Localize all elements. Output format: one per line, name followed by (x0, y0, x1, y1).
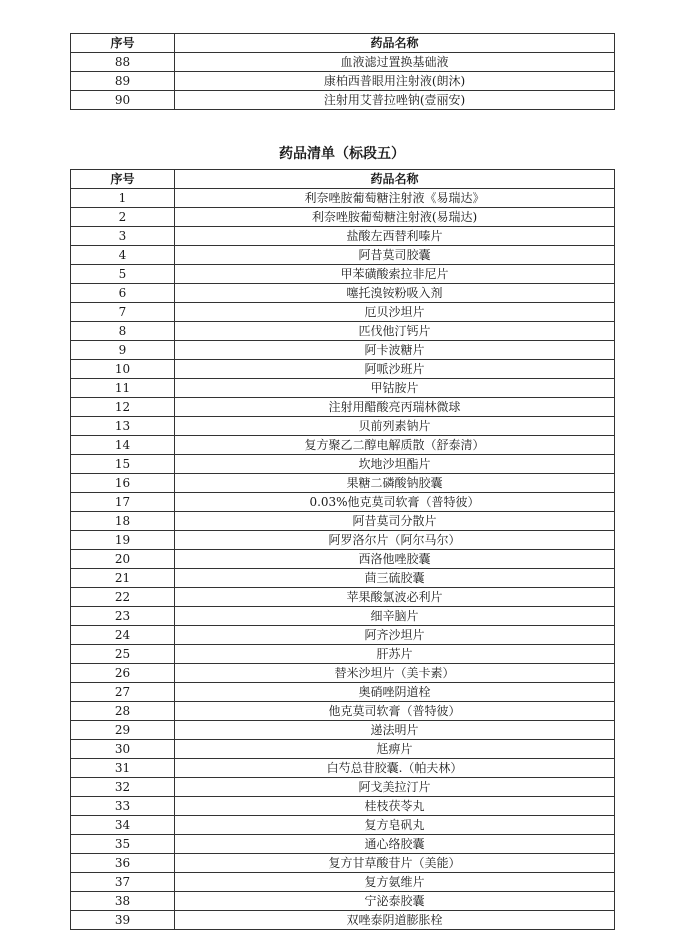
header-name: 药品名称 (175, 170, 615, 189)
cell-drug-name: 苹果酸氯波必利片 (175, 588, 615, 607)
cell-drug-name: 递法明片 (175, 721, 615, 740)
table-row (71, 797, 615, 816)
table-row (71, 436, 615, 455)
cell-drug-name: 阿昔莫司分散片 (175, 512, 615, 531)
cell-no: 34 (71, 816, 175, 835)
cell-drug-name: 茴三硫胶囊 (175, 569, 615, 588)
cell-no: 13 (71, 417, 175, 436)
cell-drug-name: 噻托溴铵粉吸入剂 (175, 284, 615, 303)
table-row (71, 246, 615, 265)
table-row (71, 474, 615, 493)
header-no: 序号 (71, 34, 175, 53)
table-row (71, 265, 615, 284)
cell-no: 10 (71, 360, 175, 379)
cell-no: 22 (71, 588, 175, 607)
header-no: 序号 (71, 170, 175, 189)
table-row (71, 816, 615, 835)
cell-no: 20 (71, 550, 175, 569)
cell-no: 24 (71, 626, 175, 645)
cell-no: 89 (71, 72, 175, 91)
cell-drug-name: 康柏西普眼用注射液(朗沐) (175, 72, 615, 91)
cell-no: 39 (71, 911, 175, 930)
cell-drug-name: 阿齐沙坦片 (175, 626, 615, 645)
cell-drug-name: 厄贝沙坦片 (175, 303, 615, 322)
cell-drug-name: 0.03%他克莫司软膏（普特彼） (175, 493, 615, 512)
cell-drug-name: 奥硝唑阴道栓 (175, 683, 615, 702)
cell-no: 23 (71, 607, 175, 626)
cell-no: 38 (71, 892, 175, 911)
table-row (71, 360, 615, 379)
table-row (71, 588, 615, 607)
cell-no: 7 (71, 303, 175, 322)
cell-no: 21 (71, 569, 175, 588)
cell-no: 11 (71, 379, 175, 398)
table-row (71, 227, 615, 246)
cell-drug-name: 注射用醋酸亮丙瑞林微球 (175, 398, 615, 417)
cell-no: 19 (71, 531, 175, 550)
cell-no: 36 (71, 854, 175, 873)
cell-drug-name: 双唑泰阴道膨胀栓 (175, 911, 615, 930)
table-row (71, 322, 615, 341)
table-row (71, 303, 615, 322)
table-body (71, 189, 615, 930)
table-header-row (71, 34, 615, 53)
cell-drug-name: 阿罗洛尔片（阿尔马尔） (175, 531, 615, 550)
table-row (71, 53, 615, 72)
table-row (71, 835, 615, 854)
table-row (71, 455, 615, 474)
cell-no: 27 (71, 683, 175, 702)
table-row (71, 569, 615, 588)
cell-drug-name: 通心络胶囊 (175, 835, 615, 854)
table-row (71, 189, 615, 208)
table-row (71, 873, 615, 892)
cell-drug-name: 宁泌泰胶囊 (175, 892, 615, 911)
drug-table-section-five (70, 169, 615, 930)
cell-no: 35 (71, 835, 175, 854)
table-row (71, 626, 615, 645)
table-header-row (71, 170, 615, 189)
cell-drug-name: 坎地沙坦酯片 (175, 455, 615, 474)
cell-drug-name: 替米沙坦片（美卡素） (175, 664, 615, 683)
cell-drug-name: 盐酸左西替利嗪片 (175, 227, 615, 246)
table-row (71, 550, 615, 569)
table-row (71, 493, 615, 512)
cell-drug-name: 阿卡波糖片 (175, 341, 615, 360)
cell-no: 26 (71, 664, 175, 683)
table-row (71, 645, 615, 664)
cell-no: 15 (71, 455, 175, 474)
cell-drug-name: 他克莫司软膏（普特彼） (175, 702, 615, 721)
cell-drug-name: 复方皂矾丸 (175, 816, 615, 835)
cell-drug-name: 阿哌沙班片 (175, 360, 615, 379)
cell-no: 28 (71, 702, 175, 721)
cell-no: 32 (71, 778, 175, 797)
table-row (71, 284, 615, 303)
cell-drug-name: 阿昔莫司胶囊 (175, 246, 615, 265)
cell-drug-name: 复方聚乙二醇电解质散（舒泰清） (175, 436, 615, 455)
cell-drug-name: 阿戈美拉汀片 (175, 778, 615, 797)
table-row (71, 91, 615, 110)
cell-drug-name: 匹伐他汀钙片 (175, 322, 615, 341)
cell-drug-name: 甲钴胺片 (175, 379, 615, 398)
cell-drug-name: 贝前列素钠片 (175, 417, 615, 436)
table-body (71, 53, 615, 110)
cell-no: 2 (71, 208, 175, 227)
table-row (71, 740, 615, 759)
table-row (71, 721, 615, 740)
table-row (71, 208, 615, 227)
cell-drug-name: 果糖二磷酸钠胶囊 (175, 474, 615, 493)
cell-drug-name: 复方氨维片 (175, 873, 615, 892)
table-row (71, 512, 615, 531)
table-row (71, 892, 615, 911)
cell-drug-name: 桂枝茯苓丸 (175, 797, 615, 816)
cell-no: 33 (71, 797, 175, 816)
cell-no: 3 (71, 227, 175, 246)
cell-no: 6 (71, 284, 175, 303)
table-row (71, 911, 615, 930)
cell-no: 9 (71, 341, 175, 360)
table-row (71, 341, 615, 360)
table-row (71, 683, 615, 702)
cell-no: 18 (71, 512, 175, 531)
drug-table-continued (70, 33, 615, 110)
table-row (71, 778, 615, 797)
section-title: 药品清单（标段五） (279, 146, 405, 162)
cell-drug-name: 利奈唑胺葡萄糖注射液(易瑞达) (175, 208, 615, 227)
table-row (71, 531, 615, 550)
cell-no: 17 (71, 493, 175, 512)
table-row (71, 759, 615, 778)
cell-no: 37 (71, 873, 175, 892)
cell-drug-name: 尪痹片 (175, 740, 615, 759)
cell-drug-name: 肝苏片 (175, 645, 615, 664)
cell-drug-name: 白芍总苷胶囊.（帕夫林） (175, 759, 615, 778)
cell-no: 1 (71, 189, 175, 208)
table-row (71, 72, 615, 91)
table-row (71, 379, 615, 398)
cell-no: 16 (71, 474, 175, 493)
cell-no: 88 (71, 53, 175, 72)
cell-drug-name: 利奈唑胺葡萄糖注射液《易瑞达》 (175, 189, 615, 208)
cell-no: 8 (71, 322, 175, 341)
cell-no: 14 (71, 436, 175, 455)
table-row (71, 702, 615, 721)
cell-drug-name: 注射用艾普拉唑钠(壹丽安) (175, 91, 615, 110)
cell-no: 5 (71, 265, 175, 284)
cell-no: 4 (71, 246, 175, 265)
cell-no: 25 (71, 645, 175, 664)
cell-drug-name: 复方甘草酸苷片（美能） (175, 854, 615, 873)
cell-no: 90 (71, 91, 175, 110)
cell-no: 29 (71, 721, 175, 740)
cell-drug-name: 细辛脑片 (175, 607, 615, 626)
cell-drug-name: 西洛他唑胶囊 (175, 550, 615, 569)
cell-no: 31 (71, 759, 175, 778)
table-row (71, 417, 615, 436)
cell-no: 12 (71, 398, 175, 417)
table-row (71, 607, 615, 626)
header-name: 药品名称 (175, 34, 615, 53)
cell-drug-name: 甲苯磺酸索拉非尼片 (175, 265, 615, 284)
table-row (71, 398, 615, 417)
table-row (71, 664, 615, 683)
cell-no: 30 (71, 740, 175, 759)
cell-drug-name: 血液滤过置换基础液 (175, 53, 615, 72)
table-row (71, 854, 615, 873)
